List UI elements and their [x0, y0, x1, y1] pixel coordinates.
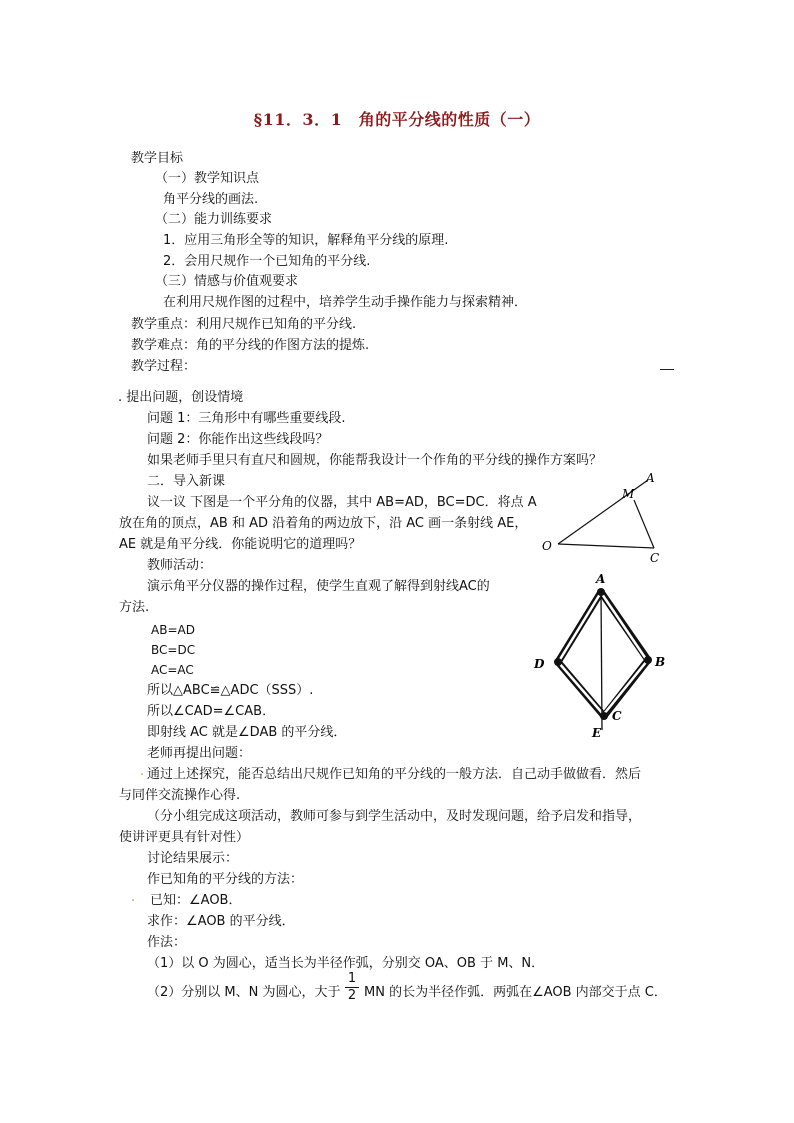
angle-figure [538, 468, 678, 576]
conclusion-bisector: 即射线 AC 就是∠DAB 的平分线． [147, 725, 347, 740]
step-2-suffix: MN 的长为半径作弧．两弧在∠AOB 内部交于点 C． [364, 985, 667, 1000]
discussion-line-3: AE 就是角平分线．你能说明它的道理吗？ [119, 537, 362, 552]
ability-item-1: 1．应用三角形全等的知识，解释角平分线的原理. [163, 233, 449, 248]
construct: 求作：∠AOB 的平分线． [147, 914, 295, 929]
question-3: 如果老师手里只有直尺和圆规，你能帮我设计一个作角的平分线的操作方案吗？ [147, 453, 603, 468]
bullet-mark-2: . [131, 890, 136, 905]
group-line-2: 使讲评更具有针对性） [119, 830, 250, 845]
ability-item-2: 2．会用尺规作一个已知角的平分线. [163, 254, 371, 269]
teacher-again: 老师再提出问题： [147, 746, 252, 761]
teacher-activity: 教师活动： [147, 558, 213, 573]
demo-line-1: 演示角平分仪器的操作过程，使学生直观了解得到射线AC的 [147, 579, 490, 594]
discussion-line-2: 放在角的顶点，AB 和 AD 沿着角的两边放下，沿 AC 画一条射线 AE， [119, 516, 528, 531]
new-lesson-heading: 二．导入新课 [147, 474, 226, 489]
fraction-one-half [345, 972, 359, 1003]
equation-ac-ac: AC=AC [151, 663, 194, 677]
equation-ab-ad: AB=AD [151, 623, 195, 637]
question-1: 问题 1：三角形中有哪些重要线段. [147, 411, 346, 426]
question-2: 问题 2：你能作出这些线段吗？ [147, 432, 329, 447]
step-2-prefix: （2）分别以 M、N 为圆心，大于 [147, 985, 341, 1000]
instrument-bars [558, 592, 648, 716]
demo-line-2: 方法. [119, 600, 150, 615]
knowledge-heading: （一）教学知识点 [155, 171, 260, 186]
emotion-heading: （三）情感与价值观要求 [155, 274, 299, 289]
label-o: O [542, 539, 552, 553]
knowledge-item: 角平分线的画法. [163, 192, 259, 207]
page-title: §11．3．1 角的平分线的性质（一） [253, 110, 541, 129]
label-b2: B [655, 655, 666, 669]
explore-line-2: 与同伴交流操作心得. [119, 788, 241, 803]
bullet-mark: . [140, 764, 145, 779]
key-point: 教学重点：利用尺规作已知角的平分线. [131, 317, 357, 332]
label-e2: E [592, 726, 602, 740]
given: 已知：∠AOB． [150, 893, 242, 908]
intro-heading: . 提出问题，创设情境 [118, 390, 244, 405]
difficulty: 教学难点：角的平分线的作图方法的提炼. [131, 338, 370, 353]
ray-oa [558, 480, 648, 544]
conclusion-congruent: 所以△ABC≌△ADC（SSS）. [147, 683, 314, 698]
short-rule [660, 369, 674, 370]
label-a: A [646, 471, 655, 485]
instrument-figure [530, 570, 675, 740]
label-c2: C [612, 709, 622, 723]
label-c: C [650, 551, 660, 565]
explore-line-1: 通过上述探究，能否总结出尺规作已知角的平分线的一般方法．自己动手做做看．然后 [147, 767, 642, 782]
label-d2: D [534, 657, 545, 671]
ray-oc [558, 544, 654, 548]
objectives-heading: 教学目标 [131, 151, 184, 166]
label-a2: A [596, 572, 606, 586]
method-label: 作法： [147, 935, 187, 950]
fraction-denominator: 2 [347, 988, 357, 1003]
ability-heading: （二）能力训练要求 [155, 212, 273, 227]
label-m: M [622, 487, 635, 501]
equation-bc-dc: BC=DC [151, 643, 196, 657]
group-line-1: （分小组完成这项活动，教师可参与到学生活动中，及时发现问题，给予启发和指导， [147, 809, 642, 824]
method-title: 作已知角的平分线的方法： [147, 872, 304, 887]
emotion-item: 在利用尺规作图的过程中，培养学生动手操作能力与探索精神． [163, 295, 528, 310]
process-label: 教学过程： [131, 359, 197, 374]
discussion-line-1: 议一议 下图是一个平分角的仪器，其中 AB=AD，BC=DC．将点 A [147, 495, 537, 510]
step-1: （1）以 O 为圆心，适当长为半径作弧，分别交 OA、OB 于 M、N． [147, 956, 545, 971]
fraction-numerator: 1 [347, 971, 357, 986]
segment-mc [634, 500, 654, 548]
conclusion-angles: 所以∠CAD=∠CAB． [147, 704, 276, 719]
discussion-result: 讨论结果展示： [147, 851, 239, 866]
